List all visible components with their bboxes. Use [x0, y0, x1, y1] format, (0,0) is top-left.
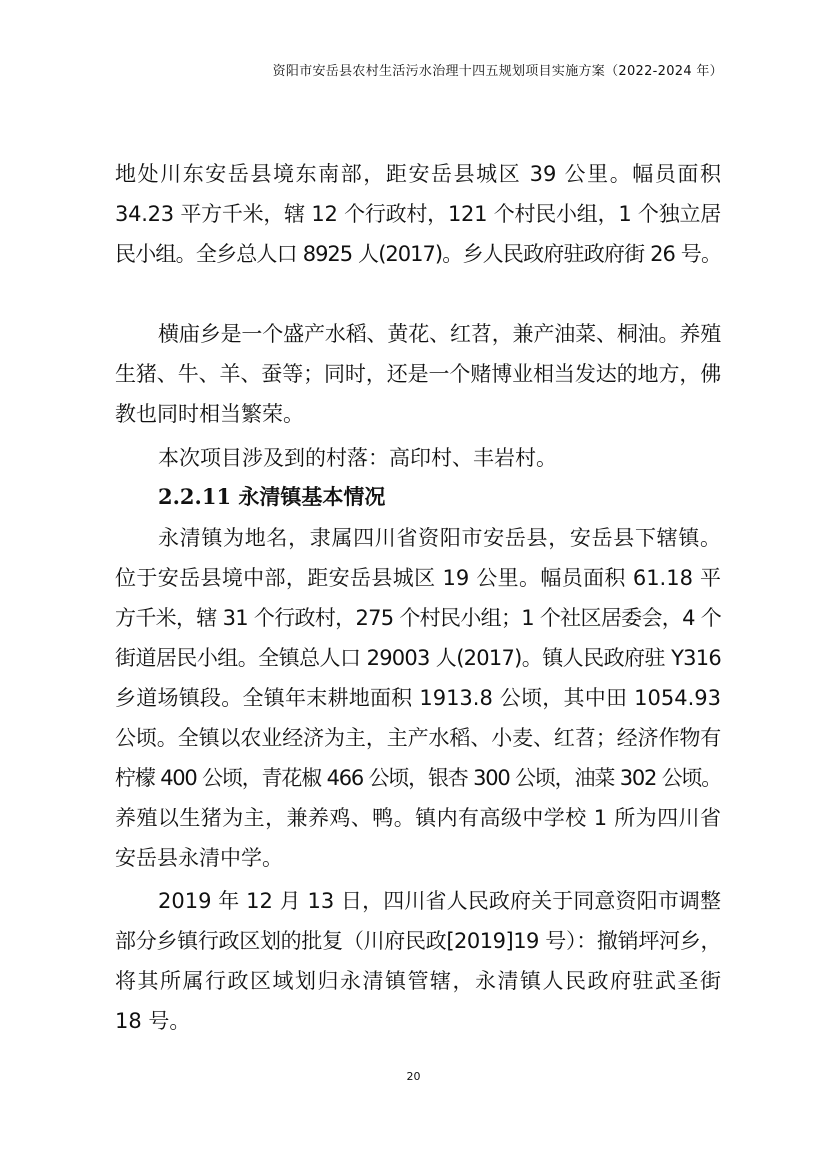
body-line: 将其所属行政区域划归永清镇管辖，永清镇人民政府驻武圣街: [115, 969, 721, 993]
body-line: 2019 年 12 月 13 日，四川省人民政府关于同意资阳市调整: [158, 889, 721, 913]
body-line: 地处川东安岳县境东南部，距安岳县城区 39 公里。幅员面积: [115, 162, 721, 186]
body-line: 安岳县永清中学。: [115, 846, 283, 870]
body-line: 34.23 平方千米，辖 12 个行政村，121 个村民小组，1 个独立居: [115, 202, 721, 226]
section-heading: 2.2.11 永清镇基本情况: [158, 484, 386, 509]
body-line: 生猪、牛、羊、蚕等；同时，还是一个赌博业相当发达的地方，佛: [115, 362, 721, 386]
body-line: 民小组。全乡总人口 8925 人(2017)。乡人民政府驻政府街 26 号。: [115, 242, 721, 266]
body-line: 公顷。全镇以农业经济为主，主产水稻、小麦、红苕；经济作物有: [115, 726, 721, 750]
body-line: 养殖以生猪为主，兼养鸡、鸭。镇内有高级中学校 1 所为四川省: [115, 806, 721, 830]
running-header: 资阳市安岳县农村生活污水治理十四五规划项目实施方案（2022-2024 年）: [272, 64, 723, 79]
body-line: 部分乡镇行政区划的批复（川府民政[2019]19 号）：撤销坪河乡，: [115, 929, 721, 953]
body-line: 横庙乡是一个盛产水稻、黄花、红苕，兼产油菜、桐油。养殖: [158, 322, 721, 346]
body-line: 18 号。: [115, 1009, 191, 1033]
body-line: 位于安岳县境中部，距安岳县城区 19 公里。幅员面积 61.18 平: [115, 566, 721, 590]
body-line: 街道居民小组。全镇总人口 29003 人(2017)。镇人民政府驻 Y316: [115, 646, 721, 670]
body-line: 本次项目涉及到的村落：高印村、丰岩村。: [158, 446, 557, 470]
body-line: 乡道场镇段。全镇年末耕地面积 1913.8 公顷，其中田 1054.93: [115, 686, 721, 710]
body-line: 柠檬 400 公顷，青花椒 466 公顷，银杏 300 公顷，油菜 302 公顷。: [115, 766, 721, 790]
body-line: 永清镇为地名，隶属四川省资阳市安岳县，安岳县下辖镇。: [158, 526, 721, 550]
body-line: 教也同时相当繁荣。: [115, 402, 304, 426]
body-line: 方千米，辖 31 个行政村，275 个村民小组；1 个社区居委会，4 个: [115, 606, 721, 630]
page-number: 20: [406, 1070, 421, 1083]
